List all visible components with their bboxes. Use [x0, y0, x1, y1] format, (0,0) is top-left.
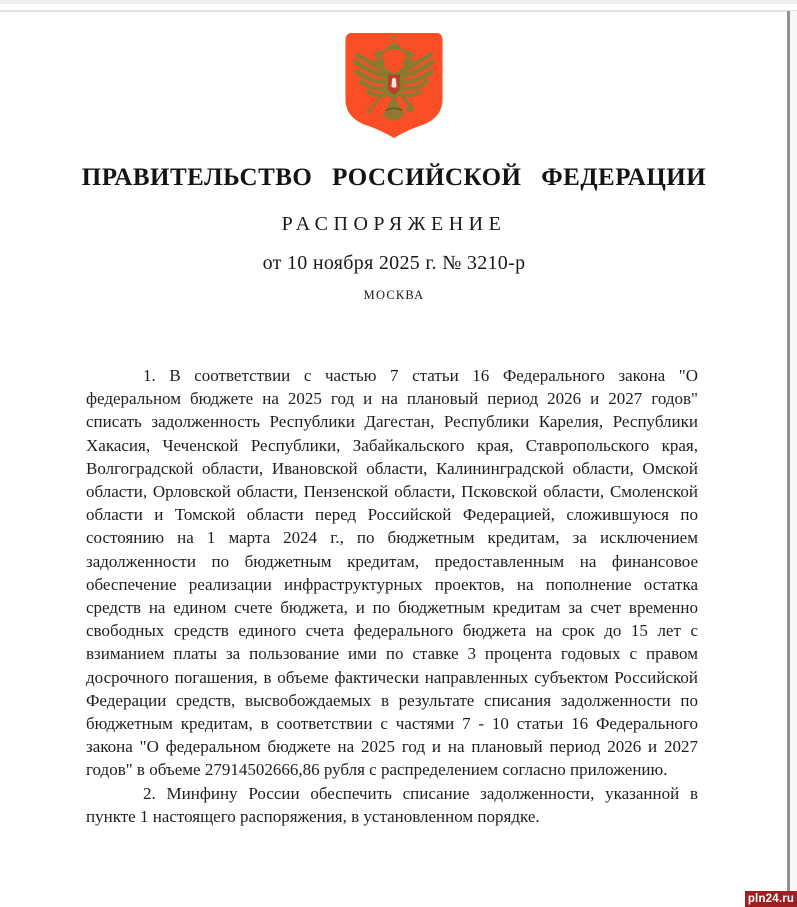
document-city: МОСКВА	[363, 288, 425, 302]
paragraph-2: 2. Минфину России обеспечить списание задолженности, указанной в пункте 1 настоящего распоряжения, в установленном порядке.	[86, 783, 698, 826]
document-body	[0, 364, 788, 828]
right-gutter	[790, 11, 797, 892]
document-type-title: РАСПОРЯЖЕНИЕ	[281, 213, 507, 235]
eagle-chest-shield-icon	[389, 75, 400, 94]
russia-coat-of-arms-icon	[342, 30, 446, 141]
watermark-badge: pln24.ru	[745, 891, 797, 907]
document-date-number: от 10 ноября 2025 г. № 3210-р	[262, 252, 526, 274]
paragraph-1: 1. В соответствии с частью 7 статьи 16 Федерального закона "О федеральном бюджете на 2025 год и на плановый период 2026 и 2027 годов" списать задолженность Республики Дагестан, Республики Карелия, Республики Хакасия, Чеченской Республики, Забайкальского края, Ставропольского края, Волгоградской области, Ивановской области, Калининградской области, Омской области, Орловской области, Пензенской области, Псковской области, Смоленской области и Томской области перед Российской Федерацией, сложившуюся по состоянию на 1 марта 2024 г., по бюджетным кредитам, за исключением задолженности по бюджетным кредитам, предоставленным на финансовое обеспечение реализации инфраструктурных проектов, на пополнение остатка средств на едином счете бюджета, и по бюджетным кредитам за счет временно свободных средств единого счета федерального бюджета на срок до 15 лет с взиманием платы за пользование ими по ставке 3 процента годовых с правом досрочного погашения, в объеме фактически направленных субъектом Российской Федерации средств, высвобождаемых в результате списания задолженности по бюджетным кредитам, в соответствии с частями 7 - 10 статьи 16 Федерального закона "О федеральном бюджете на 2025 год и на плановый период 2026 и 2027 годов" в объеме 27914502666,86 рубля с распределением согласно приложению.	[86, 366, 698, 780]
government-title: ПРАВИТЕЛЬСТВО РОССИЙСКОЙ ФЕДЕРАЦИИ	[81, 164, 707, 191]
